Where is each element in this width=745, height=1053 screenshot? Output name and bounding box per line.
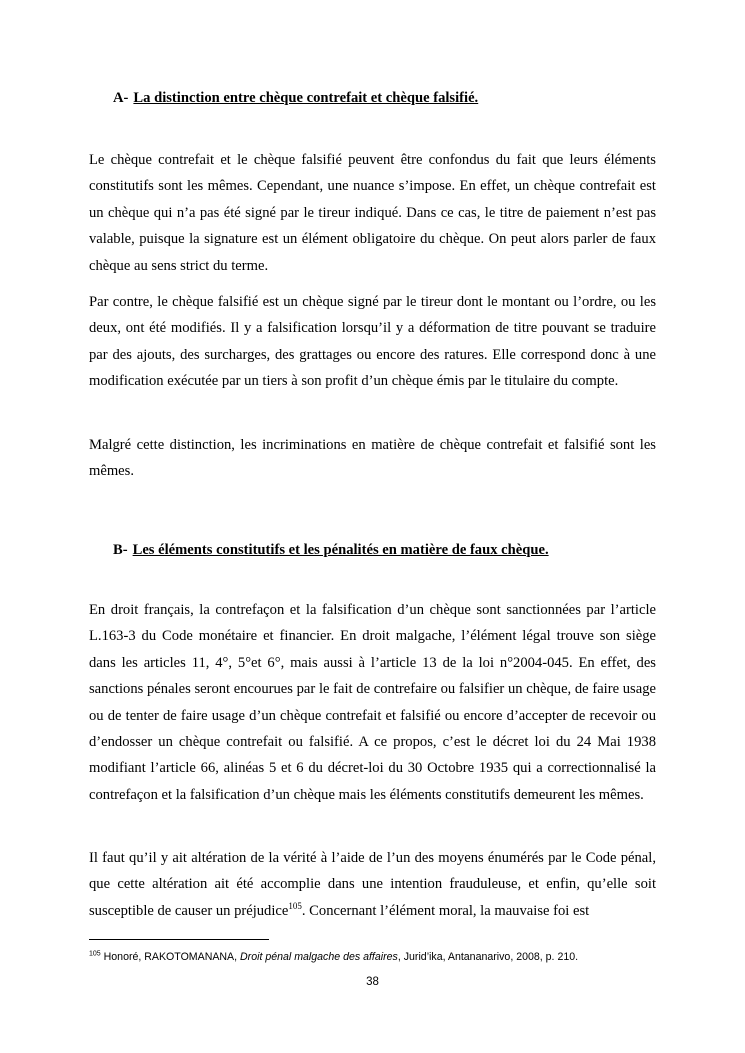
section-a-title: La distinction entre chèque contrefait et chèque falsifié. [133,90,479,106]
paragraph-a2: Par contre, le chèque falsifié est un chèque signé par le tireur dont le montant ou l’ordre, ou les deux, ont été modifiés. Il y a falsification lorsqu’il y a déformation de titre pouvant se traduire par des ajouts, des surcharges, des grattages ou encore des ratures. Elle correspond donc à une modification exécutée par un tiers à son profit d’un chèque émis par le titulaire du compte. [89,294,656,390]
section-b-letter: B- [113,542,128,558]
footnote-number: 105 [89,950,101,958]
footnote [89,950,689,964]
paragraph-b2 [89,845,656,924]
page-number: 38 [366,976,379,988]
footnote-publisher: , Jurid’ika, Antananarivo, 2008, p. 210. [397,951,579,963]
footnote-author: Honoré, RAKOTOMANANA, [100,951,241,963]
paragraph-b1: En droit français, la contrefaçon et la falsification d’un chèque sont sanctionnées par l’article L.163-3 du Code monétaire et financier. En droit malgache, l’élément légal trouve son siège dans les articles 11, 4°, 5°et 6°, mais aussi à l’article 13 de la loi n°2004-045. En effet, des sanctions pénales seront encourues par le fait de contrefaire ou falsifier un chèque, de faire usage ou de tenter de faire usage d’un chèque contrefait et falsifié ou encore d’accepter de recevoir ou d’endosser un chèque contrefait ou falsifié. A ce propos, c’est le décret loi du 24 Mai 1938 modifiant l’article 66, alinéas 5 et 6 du décret-loi du 30 Octobre 1935 qui a correctionnalisé la contrefaçon et la falsification d’un chèque mais les éléments constitutifs demeurent les mêmes. [89,602,656,803]
section-b-title: Les éléments constitutifs et les pénalités en matière de faux chèque. [132,542,549,558]
section-b-heading [113,541,549,559]
paragraph-b2-text: Il faut qu’il y ait altération de la vérité à l’aide de l’un des moyens énumérés par le Code pénal, que cette altération ait été accomplie dans une intention frauduleuse, et enfin, qu’elle soit susceptible de causer un préjudice [89,850,656,919]
paragraph-b2-text-end: . Concernant l’élément moral, la mauvaise foi est [301,902,590,919]
paragraph-a1: Le chèque contrefait et le chèque falsifié peuvent être confondus du fait que leurs éléments constitutifs sont les mêmes. Cependant, une nuance s’impose. En effet, un chèque contrefait est un chèque qui n’a pas été signé par le tireur indiqué. Dans ce cas, le titre de paiement n’est pas valable, puisque la signature est un élément obligatoire du chèque. On peut alors parler de faux chèque au sens strict du terme. [89,152,656,274]
footnote-reference: 105 [288,900,302,911]
footnote-work-title: Droit pénal malgache des affaires [240,951,398,963]
section-a-letter: A- [113,90,129,106]
section-a-heading [113,89,478,107]
paragraph-a3: Malgré cette distinction, les incriminations en matière de chèque contrefait et falsifié sont les mêmes. [89,437,656,480]
footnote-separator [89,939,269,940]
